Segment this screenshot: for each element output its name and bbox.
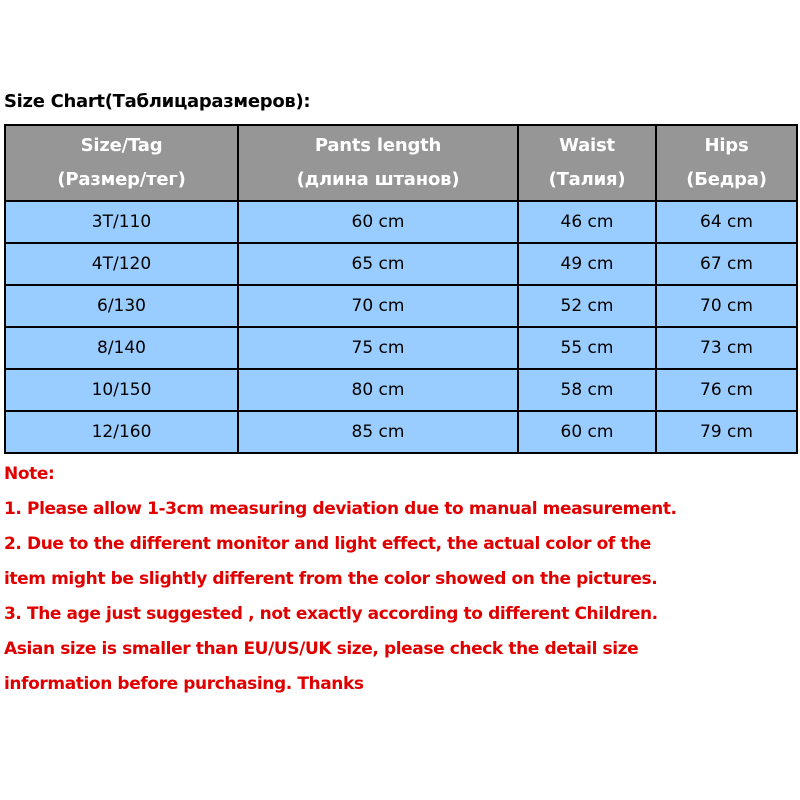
note-line: Asian size is smaller than EU/US/UK size, please check the detail size	[4, 639, 639, 659]
table-row	[5, 369, 797, 411]
header-label-ru: (Размер/тег)	[57, 169, 186, 190]
table-row	[5, 201, 797, 243]
table-header-row	[5, 125, 797, 201]
cell-pants-length: 80 cm	[238, 369, 518, 411]
cell-waist: 58 cm	[518, 369, 656, 411]
header-label-en: Waist	[559, 135, 615, 156]
table-row	[5, 243, 797, 285]
cell-hips: 67 cm	[656, 243, 797, 285]
cell-hips: 79 cm	[656, 411, 797, 453]
column-header-size-tag	[5, 125, 238, 201]
table-row	[5, 285, 797, 327]
column-header-pants-length	[238, 125, 518, 201]
header-label-en: Hips	[704, 135, 749, 156]
cell-size-tag: 4T/120	[5, 243, 238, 285]
cell-pants-length: 60 cm	[238, 201, 518, 243]
table-row	[5, 327, 797, 369]
header-label-ru: (Бедра)	[686, 169, 767, 190]
cell-hips: 70 cm	[656, 285, 797, 327]
cell-size-tag: 12/160	[5, 411, 238, 453]
notes-section	[4, 457, 677, 702]
cell-hips: 73 cm	[656, 327, 797, 369]
cell-size-tag: 10/150	[5, 369, 238, 411]
cell-pants-length: 85 cm	[238, 411, 518, 453]
cell-pants-length: 70 cm	[238, 285, 518, 327]
cell-waist: 49 cm	[518, 243, 656, 285]
cell-size-tag: 8/140	[5, 327, 238, 369]
header-label-ru: (длина штанов)	[296, 169, 460, 190]
table-row	[5, 411, 797, 453]
note-line: 3. The age just suggested , not exactly according to different Children.	[4, 604, 658, 624]
cell-waist: 60 cm	[518, 411, 656, 453]
note-line: 2. Due to the different monitor and light effect, the actual color of the	[4, 534, 651, 554]
column-header-hips	[656, 125, 797, 201]
note-line: 1. Please allow 1-3cm measuring deviation due to manual measurement.	[4, 499, 677, 519]
cell-hips: 76 cm	[656, 369, 797, 411]
note-line: information before purchasing. Thanks	[4, 674, 364, 694]
header-label-en: Size/Tag	[80, 135, 163, 156]
note-line: item might be slightly different from the color showed on the pictures.	[4, 569, 658, 589]
column-header-waist	[518, 125, 656, 201]
cell-waist: 55 cm	[518, 327, 656, 369]
cell-waist: 46 cm	[518, 201, 656, 243]
cell-size-tag: 3T/110	[5, 201, 238, 243]
header-label-en: Pants length	[314, 135, 442, 156]
cell-waist: 52 cm	[518, 285, 656, 327]
cell-pants-length: 65 cm	[238, 243, 518, 285]
page-title: Size Chart(Таблицаразмеров):	[4, 91, 311, 112]
notes-heading: Note:	[4, 464, 55, 484]
cell-hips: 64 cm	[656, 201, 797, 243]
header-label-ru: (Талия)	[548, 169, 626, 190]
size-chart-table	[4, 124, 798, 454]
cell-size-tag: 6/130	[5, 285, 238, 327]
cell-pants-length: 75 cm	[238, 327, 518, 369]
